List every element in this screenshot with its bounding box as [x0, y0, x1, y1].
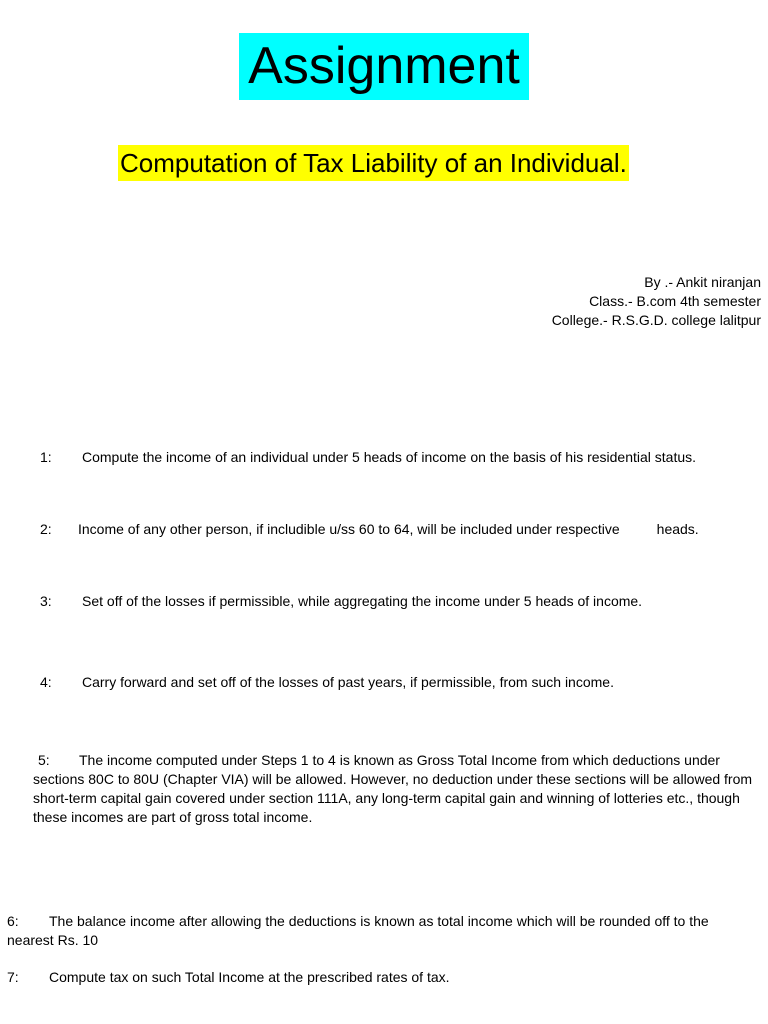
step-number: 1: [40, 449, 52, 465]
author-name: By .- Ankit niranjan [644, 274, 761, 290]
document-subtitle: Computation of Tax Liability of an Individual. [118, 145, 629, 181]
step-number: 6: [7, 913, 19, 929]
author-class: Class.- B.com 4th semester [589, 293, 761, 309]
step-text: Set off of the losses if permissible, while aggregating the income under 5 heads of income. [82, 593, 643, 609]
step-number: 3: [40, 593, 52, 609]
step-number: 2: [40, 521, 52, 537]
step-5 [33, 751, 766, 827]
step-7 [7, 968, 450, 987]
step-text: Compute tax on such Total Income at the prescribed rates of tax. [49, 969, 450, 985]
author-college: College.- R.S.G.D. college lalitpur [551, 312, 761, 328]
step-text: Compute the income of an individual under 5 heads of income on the basis of his residential status. [82, 449, 697, 465]
step-text: The balance income after allowing the deductions is known as total income which will be rounded off to the nearest Rs. 10 [7, 913, 709, 948]
step-6 [7, 912, 737, 950]
step-2 [40, 520, 699, 539]
step-number: 5: [38, 752, 50, 768]
step-text-tail: heads. [656, 521, 699, 537]
step-number: 4: [40, 674, 52, 690]
document-title: Assignment [239, 33, 529, 100]
step-text: The income computed under Steps 1 to 4 is known as Gross Total Income from which deductions under sections 80C to 80U (Chapter VIA) will be allowed. However, no deduction under these sections will be allowed from short-term capital gain covered under section 111A, any long-term capital gain and winning of lotteries etc., though these incomes are part of gross total income. [33, 752, 753, 825]
step-number: 7: [7, 969, 19, 985]
step-1 [40, 448, 696, 467]
step-3 [40, 592, 642, 611]
step-text: Income of any other person, if includible u/ss 60 to 64, will be included under respective [78, 521, 620, 537]
step-text: Carry forward and set off of the losses of past years, if permissible, from such income. [82, 674, 614, 690]
step-4 [40, 673, 614, 692]
author-info [552, 273, 761, 330]
